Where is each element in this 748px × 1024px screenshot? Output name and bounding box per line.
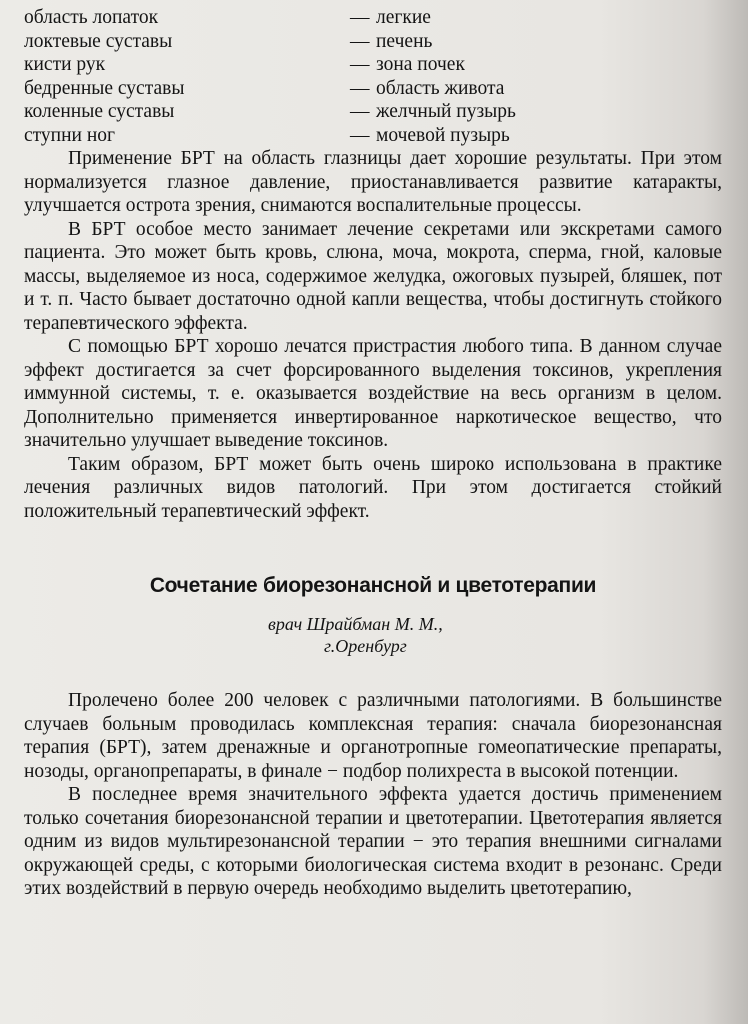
organ: печень [376, 30, 433, 52]
city: г.Оренбург [324, 636, 407, 656]
list-item [24, 124, 722, 148]
organ: область живота [376, 77, 505, 99]
paragraph: С помощью БРТ хорошо лечатся пристрастия любого типа. В данном случае эффект достигается за счет форсированного выделения токсинов, укрепления иммунной системы, т. е. оказывается воздействие на весь организм в целом. Дополнительно применяется инвертированное наркотическое вещество, что значительно улучшает выведение токсинов. [24, 336, 722, 451]
paragraph: В БРТ особое место занимает лечение секретами или экскретами самого пациента. Это может быть кровь, слюна, моча, мокрота, сперма, гной, каловые массы, выделяемое из носа, содержимое желудка, ожоговых пузырей, бляшек, пот и т. п. Часто бывает достаточно одной капли вещества, чтобы достигнуть стойкого терапевтического эффекта. [24, 218, 722, 334]
paragraph: Применение БРТ на область глазницы дает хорошие результаты. При этом нормализуется глазное давление, приостанавливается развитие катаракты, улучшается острота зрения, снимаются воспалительные процессы. [24, 148, 722, 216]
list-item [24, 77, 722, 101]
dash: — [350, 101, 370, 122]
organ: желчный пузырь [376, 101, 516, 122]
organ: мочевой пузырь [376, 124, 510, 146]
list-item [24, 6, 722, 30]
dash: — [350, 7, 370, 28]
dash: — [350, 124, 370, 146]
body-zone: кисти рук [24, 54, 106, 75]
paragraph: В последнее время значительного эффекта удается достичь применением только сочетания биорезонансной терапии и цветотерапии. Цветотерапия является одним из видов мультирезонансной терапии − это терапия внешними сигналами окружающей среды, с которыми биологическая система входит в резонанс. Среди этих воздействий в первую очередь необходимо выделить цветотерапию, [24, 784, 722, 899]
page-content [24, 6, 722, 901]
list-item [24, 100, 722, 124]
organ: зона почек [376, 54, 465, 75]
body-zone: ступни ног [24, 124, 116, 146]
dash: — [350, 77, 370, 99]
dash: — [350, 30, 370, 52]
body-zone: локтевые суставы [24, 30, 173, 52]
paragraph: Таким образом, БРТ может быть очень широко использована в практике лечения различных видов патологий. При этом достигается стойкий положительный терапевтический эффект. [24, 453, 722, 522]
list-item [24, 30, 722, 54]
byline [24, 613, 722, 659]
organ: легкие [376, 7, 431, 28]
body-zone: бедренные суставы [24, 77, 185, 99]
author: врач Шрайбман М. М., [268, 614, 443, 634]
section-title: Сочетание биорезонансной и цветотерапии [149, 574, 597, 597]
body-zone: область лопаток [24, 7, 159, 28]
body-zone-organ-list [24, 6, 722, 147]
dash: — [350, 54, 370, 75]
body-zone: коленные суставы [24, 101, 175, 122]
list-item [24, 53, 722, 77]
spacer [24, 659, 722, 689]
paragraph: Пролечено более 200 человек с различными патологиями. В большинстве случаев больным проводилась комплексная терапия: сначала биорезонансная терапия (БРТ), затем дренажные и органотропные гомеопатические препараты, нозоды, органопрепараты, в финале − подбор полихреста в высокой потенции. [24, 690, 722, 782]
